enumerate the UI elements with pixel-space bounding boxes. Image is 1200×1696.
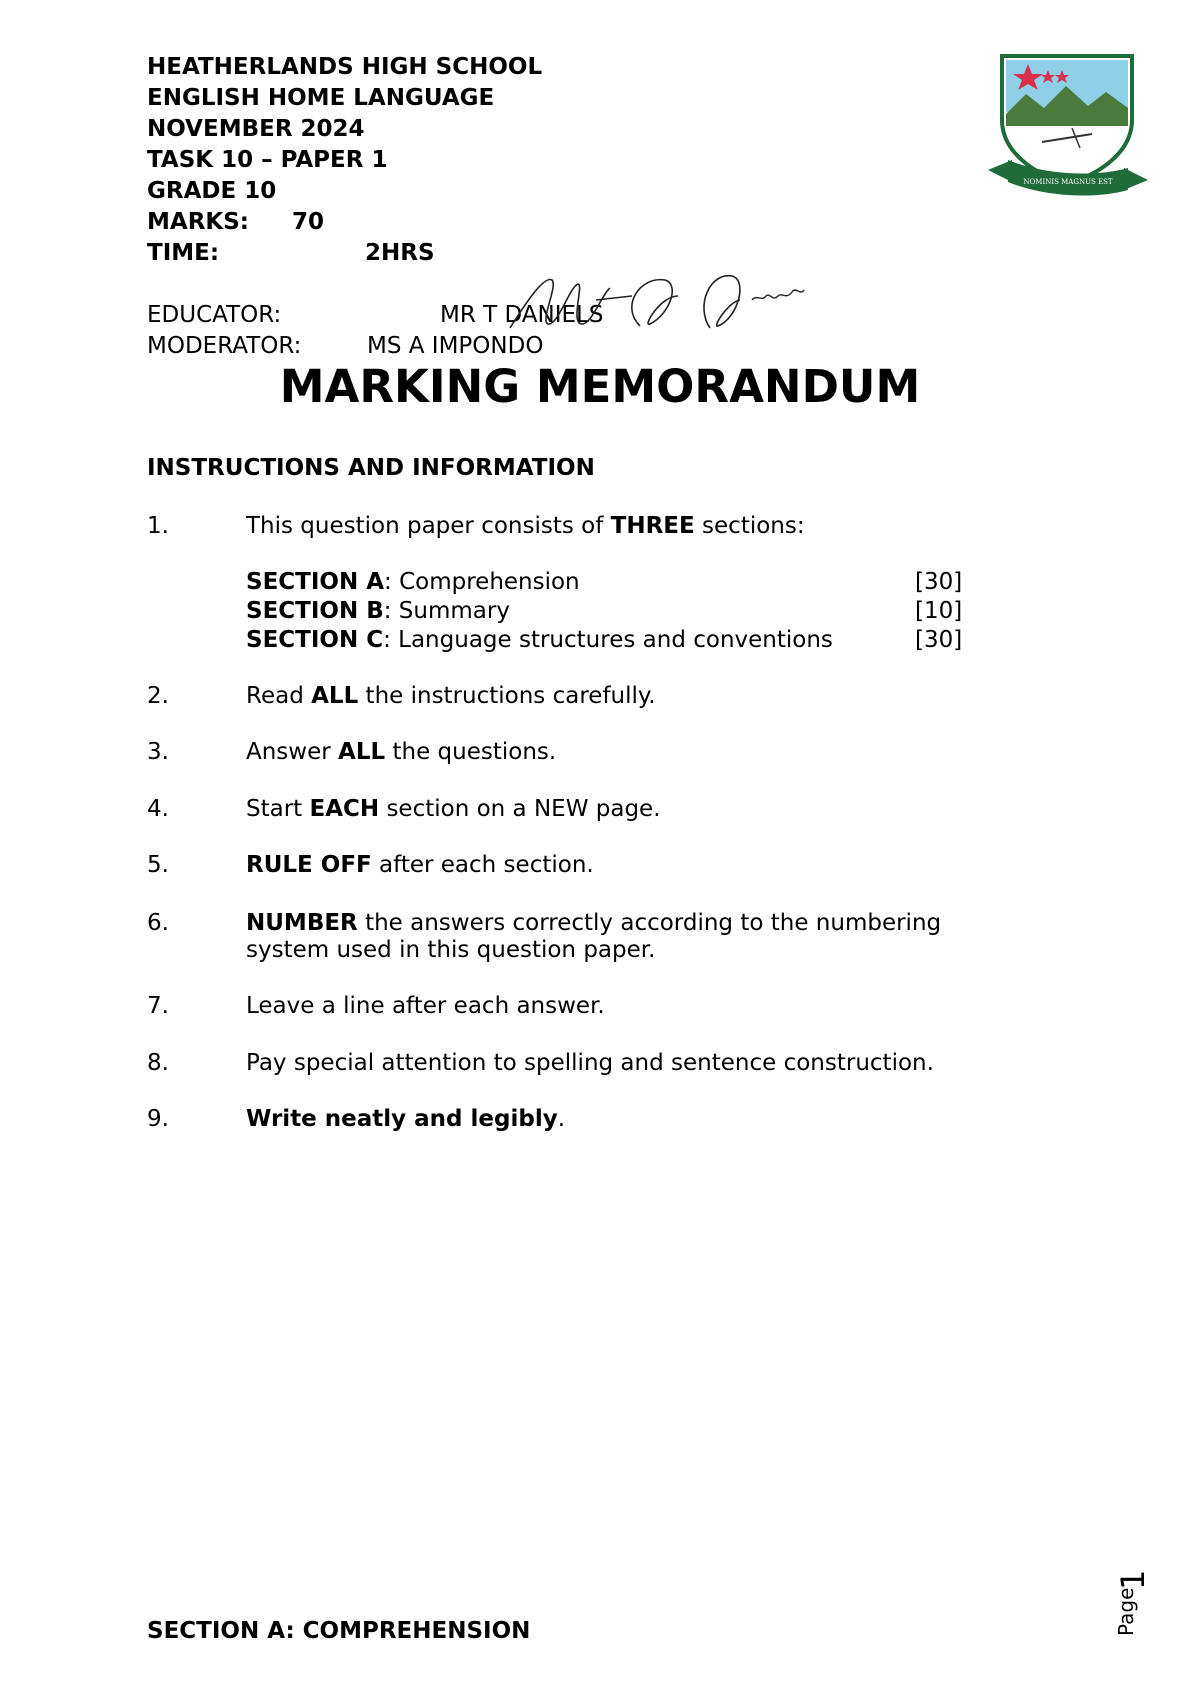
instruction-text: Pay special attention to spelling and sentence construction. xyxy=(246,1050,934,1076)
instruction-text: Start EACH section on a NEW page. xyxy=(246,796,661,822)
grade: GRADE 10 xyxy=(147,178,277,204)
section-a-heading: SECTION A: COMPREHENSION xyxy=(147,1618,531,1644)
instruction-number: 5. xyxy=(147,852,169,878)
section-b-marks: [10] xyxy=(915,598,963,624)
instruction-text: RULE OFF after each section. xyxy=(246,852,594,878)
instruction-text: NUMBER the answers correctly according to the numbering system used in this question paper. xyxy=(246,910,942,963)
page-number: 1 xyxy=(1114,1569,1152,1590)
exam-date: NOVEMBER 2024 xyxy=(147,116,365,142)
instruction-number: 2. xyxy=(147,683,169,709)
school-name: HEATHERLANDS HIGH SCHOOL xyxy=(147,54,543,80)
page-word: Page xyxy=(1114,1587,1138,1636)
task: TASK 10 – PAPER 1 xyxy=(147,147,388,173)
marks-label: MARKS: xyxy=(147,209,249,235)
signature-image xyxy=(500,266,810,346)
time-label: TIME: xyxy=(147,240,220,266)
instruction-number: 4. xyxy=(147,796,169,822)
instruction-text: Read ALL the instructions carefully. xyxy=(246,683,656,709)
section-b-line: SECTION B: Summary xyxy=(246,598,510,624)
instruction-text: Answer ALL the questions. xyxy=(246,739,557,765)
educator-value: MR T DANIELS xyxy=(440,302,604,328)
page-title: MARKING MEMORANDUM xyxy=(279,360,921,413)
instructions-heading: INSTRUCTIONS AND INFORMATION xyxy=(147,455,595,481)
section-c-line: SECTION C: Language structures and conventions xyxy=(246,627,833,653)
subject: ENGLISH HOME LANGUAGE xyxy=(147,85,495,111)
instruction-number: 8. xyxy=(147,1050,169,1076)
school-crest-logo xyxy=(982,50,1154,208)
crest-motto: NOMINIS MAGNUS EST xyxy=(1023,178,1113,186)
time-value: 2HRS xyxy=(365,240,435,266)
instruction-text: This question paper consists of THREE sections: xyxy=(246,513,805,539)
instruction-number: 1. xyxy=(147,513,169,539)
moderator-label: MODERATOR: xyxy=(147,333,302,359)
instruction-number: 3. xyxy=(147,739,169,765)
instruction-number: 9. xyxy=(147,1106,169,1132)
instruction-text: Leave a line after each answer. xyxy=(246,993,605,1019)
educator-label: EDUCATOR: xyxy=(147,302,282,328)
instruction-text: Write neatly and legibly. xyxy=(246,1106,566,1132)
marks-value: 70 xyxy=(292,209,325,235)
section-a-line: SECTION A: Comprehension xyxy=(246,569,580,595)
moderator-value: MS A IMPONDO xyxy=(367,333,544,359)
section-c-marks: [30] xyxy=(915,627,963,653)
section-a-marks: [30] xyxy=(915,569,963,595)
instruction-number: 6. xyxy=(147,910,169,936)
instruction-number: 7. xyxy=(147,993,169,1019)
